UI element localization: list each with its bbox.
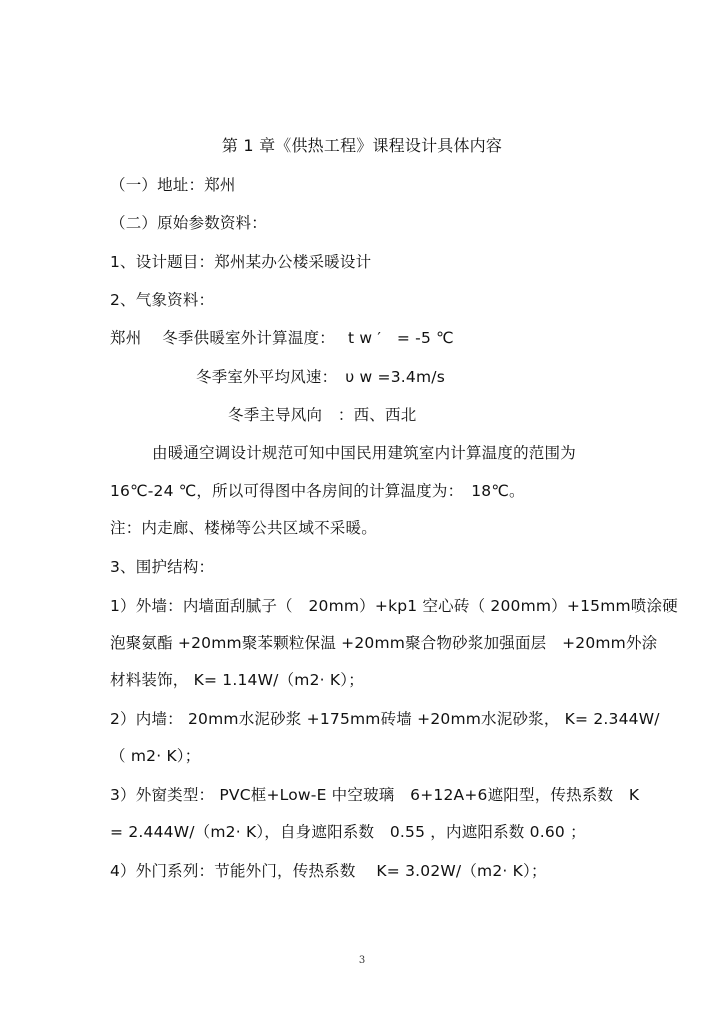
- text-line-paragraph-1: 由暖通空调设计规范可知中国民用建筑室内计算温度的范围为: [152, 444, 576, 462]
- text-line-paragraph-2: 16℃-24 ℃，所以可得图中各房间的计算温度为： 18℃。: [110, 482, 525, 500]
- text-line-exterior-wall-3: 材料装饰， K= 1.14W/（m2· K）；: [110, 671, 364, 689]
- text-line-design-topic: 1、设计题目：郑州某办公楼采暖设计: [110, 253, 372, 271]
- text-line-note: 注：内走廊、楼梯等公共区域不采暖。: [110, 519, 377, 537]
- text-line-interior-wall-1: 2）内墙： 20mm水泥砂浆 +175mm砖墙 +20mm水泥砂浆， K= 2.344W/: [110, 710, 660, 728]
- text-line-exterior-wall-2: 泡聚氨酯 +20mm聚苯颗粒保温 +20mm聚合物砂浆加强面层 +20mm外涂: [110, 634, 658, 652]
- page-number: 3: [358, 955, 366, 966]
- document-title: 第 1 章《供热工程》课程设计具体内容: [221, 136, 503, 155]
- text-line-outdoor-temperature: 郑州 冬季供暖室外计算温度： t w ′ = -5 ℃: [110, 329, 454, 347]
- text-line-wind-speed: 冬季室外平均风速： υ w =3.4m/s: [196, 368, 445, 386]
- text-line-door: 4）外门系列：节能外门，传热系数 K= 3.02W/（m2· K）；: [110, 862, 547, 880]
- text-line-interior-wall-2: （ m2· K）；: [110, 747, 201, 765]
- text-line-address: （一）地址：郑州: [110, 176, 236, 194]
- text-line-envelope-heading: 3、围护结构：: [110, 558, 215, 576]
- text-line-window-2: = 2.444W/（m2· K），自身遮阳系数 0.55 ，内遮阳系数 0.60 ；: [110, 823, 586, 841]
- text-line-weather-heading: 2、气象资料：: [110, 291, 215, 309]
- text-line-wind-direction: 冬季主导风向 ：西、西北: [228, 406, 417, 424]
- text-line-exterior-wall-1: 1）外墙：内墙面刮腻子（ 20mm）+kp1 空心砖（ 200mm）+15mm喷涂硬: [110, 597, 678, 615]
- text-line-window-1: 3）外窗类型： PVC框+Low-E 中空玻璃 6+12A+6遮阳型，传热系数 K: [110, 786, 640, 804]
- text-line-parameters-heading: （二）原始参数资料：: [110, 214, 268, 232]
